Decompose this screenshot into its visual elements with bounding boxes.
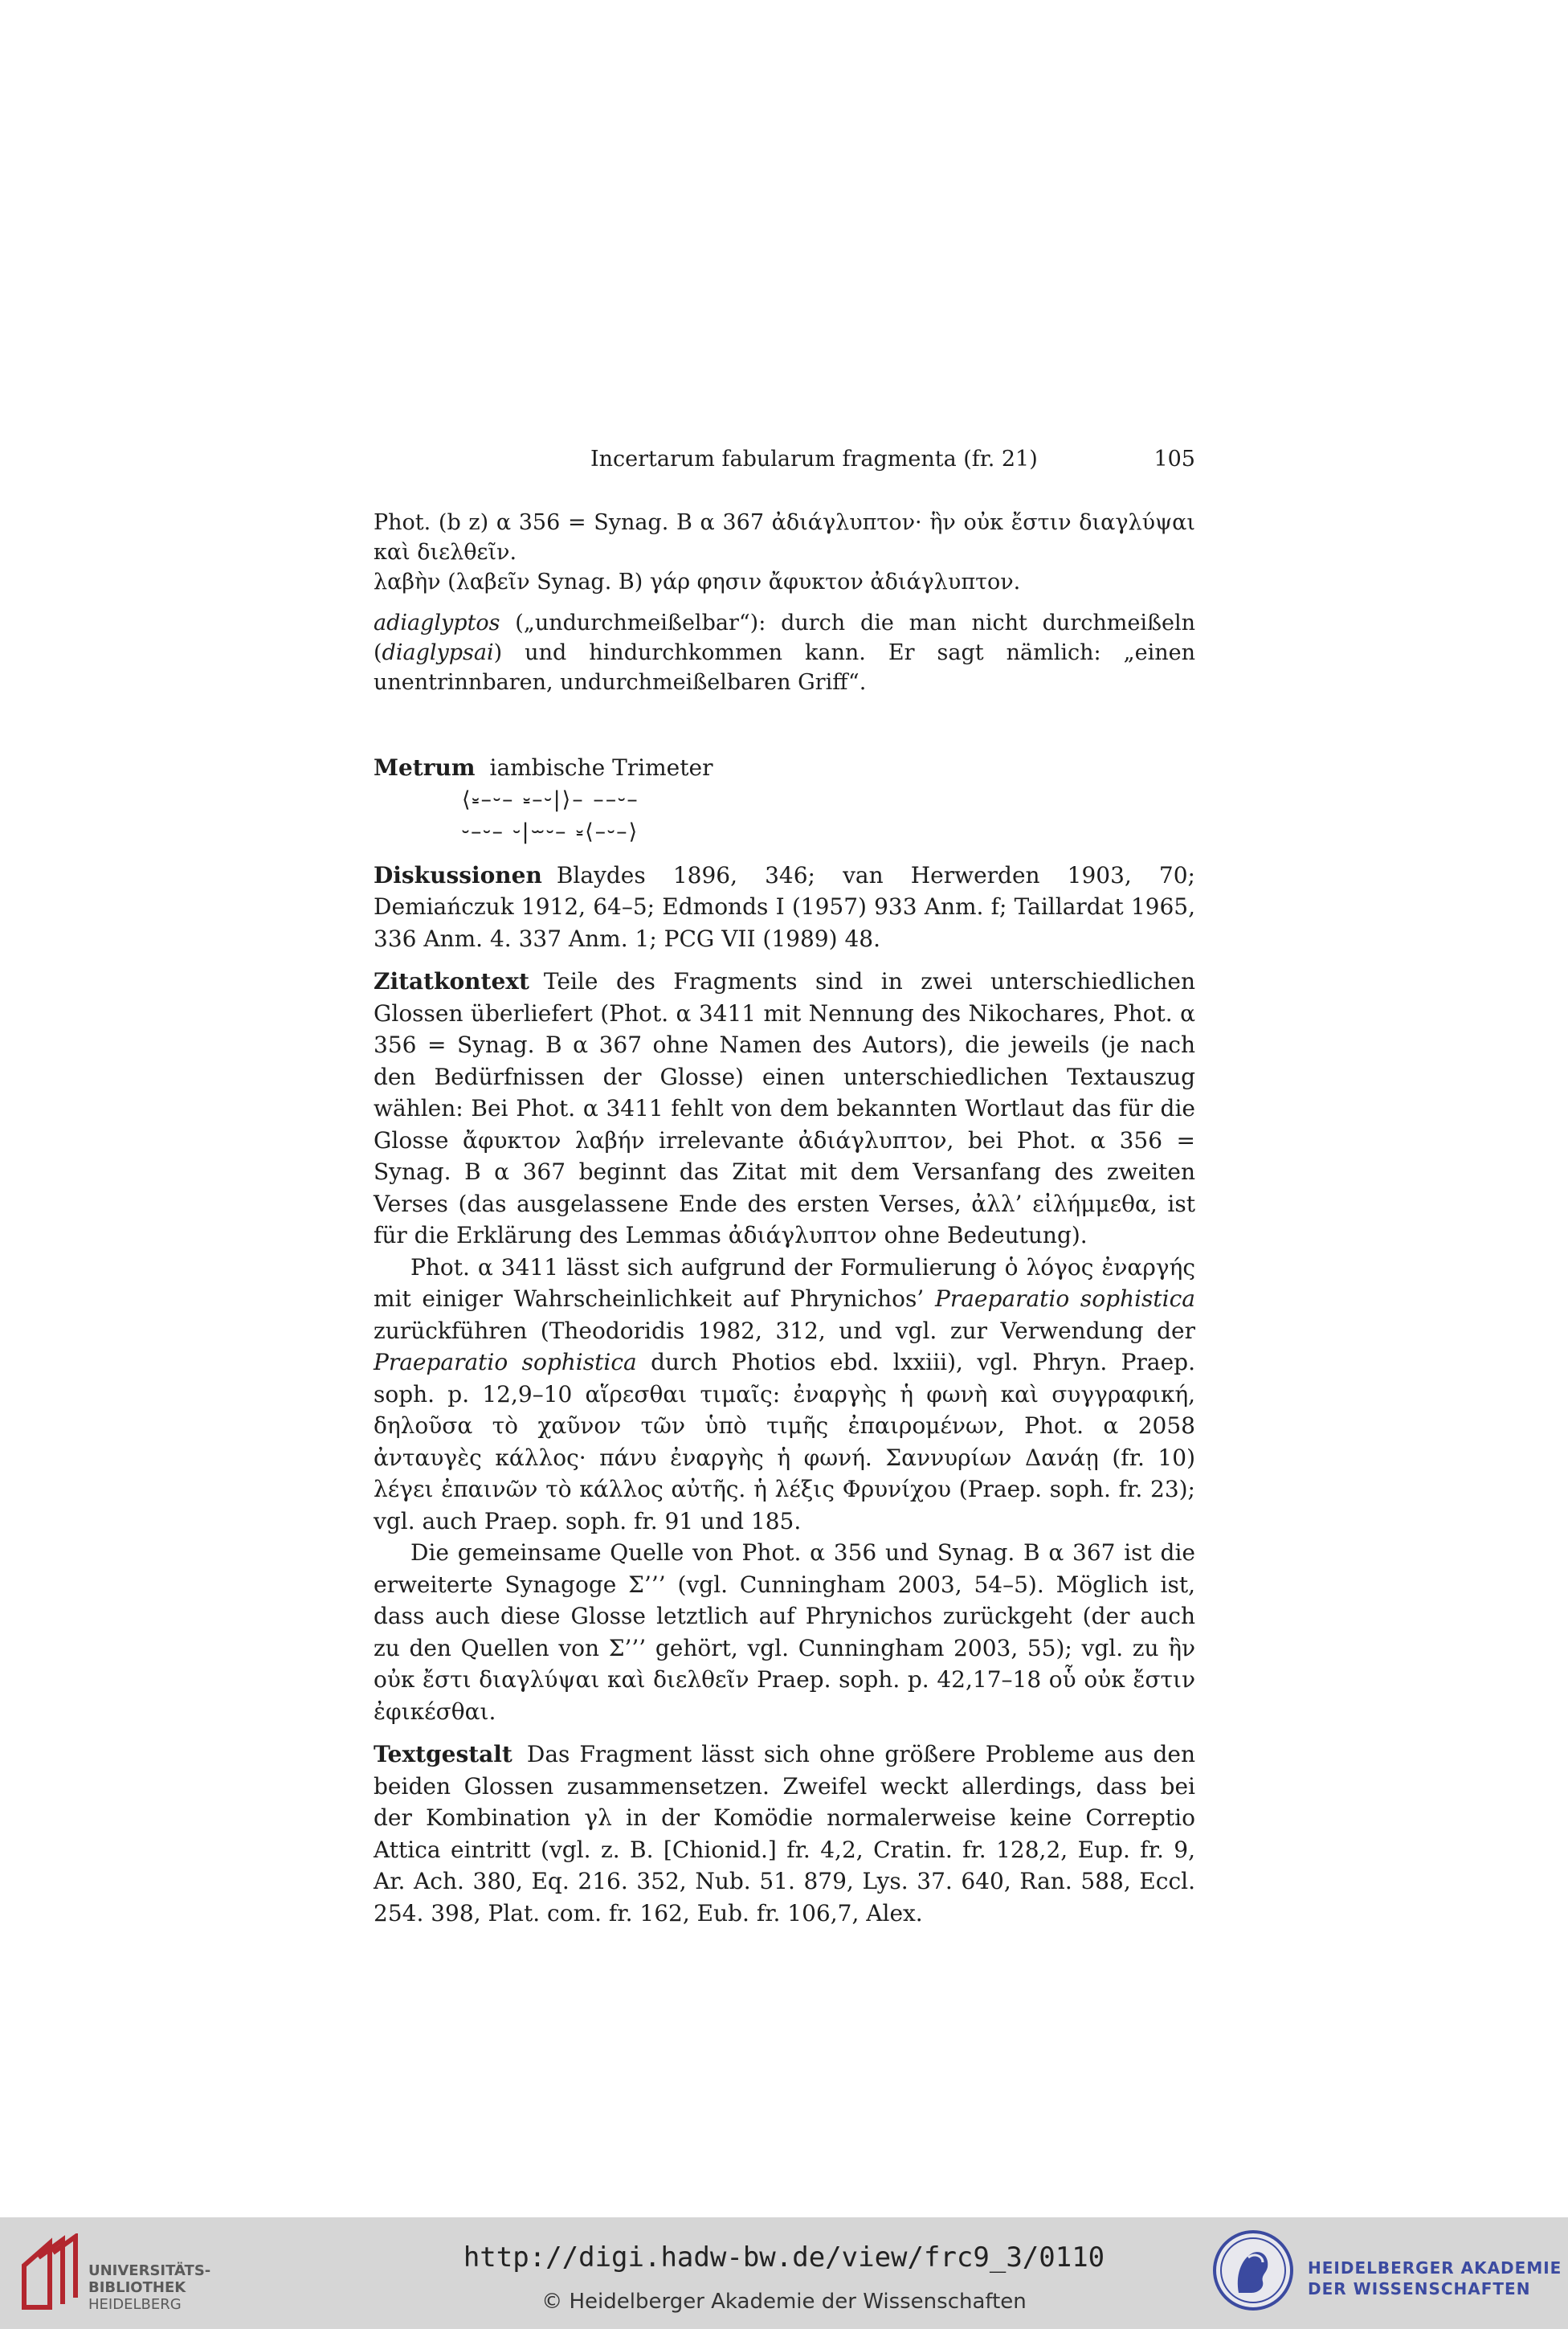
metrum-text: iambische Trimeter xyxy=(489,754,713,781)
translation-text-2: ) und hindurchkommen kann. Er sagt nämlich: „einen unentrinnbaren, undurchmeißelbaren Griff“. xyxy=(374,640,1195,695)
zitatkontext-para-1: Teile des Fragments sind in zwei unterschiedlichen Glossen überliefert (Phot. α 3411 mit Nennung des Nikochares, Phot. α 356 = Synag. B α 367 ohne Namen des Autors), die jeweils (je nach den Bedürfnissen der Glosse) einen unterschiedlichen Textauszug wählen: Bei Phot. α 3411 fehlt von dem bekannten Wortlaut das für die Glosse ἄφυκτον λαβήν irrelevante ἀδιάγλυπτον, bei Phot. α 356 = Synag. B α 367 beginnt das Zitat mit dem Versanfang des zweiten Verses (das ausgelassene Ende des ersten Verses, ἀλλ’ εἰλήμμεθα, ist für die Erklärung des Lemmas ἀδιάγλυπτον ohne Bedeutung). xyxy=(374,968,1195,1248)
zitatkontext-para-2: Phot. α 3411 lässt sich aufgrund der Formulierung ὁ λόγος ἐναργής mit einiger Wahrscheinlichkeit auf Phrynichos’ Praeparatio sophistica zurückführen (Theodoridis 1982, 312, und vgl. zur Verwendung der Praeparatio sophistica durch Photios ebd. lxxiii), vgl. Phryn. Praep. soph. p. 12,9–10 αἵρεσθαι τιμαῖς: ἐναργὴς ἡ φωνὴ καὶ συγγραφική, δηλοῦσα τὸ χαῦνον τῶν ὑπὸ τιμῆς ἐπαιρομένων, Phot. α 2058 ἀνταυγὲς κάλλος· πάνυ ἐναργὴς ἡ φωνή. Σαννυρίων Δανάῃ (fr. 10) λέγει ἐπαινῶν τὸ κάλλος αὐτῆς. ἡ λέξις Φρυνίχου (Praep. soph. fr. 23); vgl. auch Praep. soph. fr. 91 und 185. xyxy=(374,1253,1195,1534)
translation xyxy=(374,608,1195,697)
diskussionen-text: Blaydes 1896, 346; van Herwerden 1903, 70; Demiańczuk 1912, 64–5; Edmonds I (1957) 933 Anm. f; Taillardat 1965, 336 Anm. 4. 337 Anm. 1; PCG VII (1989) 48. xyxy=(374,861,1195,952)
zitatkontext-heading: Zitatkontext xyxy=(374,968,529,995)
zitatkontext-section xyxy=(374,966,1195,1727)
translation-term-2: diaglypsai xyxy=(382,640,494,665)
textgestalt-section xyxy=(374,1739,1195,1929)
footer-copyright: © Heidelberger Akademie der Wissenschaften xyxy=(541,2290,1027,2314)
metrum-heading: Metrum xyxy=(374,754,476,781)
footer-url-link[interactable]: http://digi.hadw-bw.de/view/frc9_3/0110 xyxy=(463,2241,1105,2274)
source-text xyxy=(374,508,1195,597)
metre-line-1: ⟨⏓–⏑– ⏓–⏑|⟩– ––⏑– xyxy=(462,787,639,812)
textgestalt-text: Das Fragment lässt sich ohne größere Probleme aus den beiden Glossen zusammensetzen. Zweifel weckt allerdings, dass bei der Kombination γλ in der Komödie normalerweise keine Correptio Attica eintritt (vgl. z. B. [Chionid.] fr. 4,2, Cratin. fr. 128,2, Eup. fr. 9, Ar. Ach. 380, Eq. 216. 352, Nub. 51. 879, Lys. 37. 640, Ran. 588, Eccl. 254. 398, Plat. com. fr. 162, Eub. fr. 106,7, Alex. xyxy=(374,1741,1195,1927)
running-title: Incertarum fabularum fragmenta (fr. 21) xyxy=(590,447,1038,472)
source-line-1: Phot. (b z) α 356 = Synag. B α 367 ἀδιάγλυπτον· ἣν οὐκ ἔστιν διαγλύψαι καὶ διελθεῖν. xyxy=(374,510,1195,565)
page-body xyxy=(374,508,1195,1940)
source-line-2: λαβὴν (λαβεῖν Synag. B) γάρ φησιν ἄφυκτον ἀδιάγλυπτον. xyxy=(374,570,1021,595)
zitatkontext-para-3: Die gemeinsame Quelle von Phot. α 356 und Synag. B α 367 ist die erweiterte Synagoge Σ’’’ (vgl. Cunningham 2003, 54–5). Möglich ist, dass auch diese Glosse letztlich auf Phrynichos zurückgeht (der auch zu den Quellen von Σ’’’ gehört, vgl. Cunningham 2003, 55); vgl. zu ἣν οὐκ ἔστι διαγλύψαι καὶ διελθεῖν Praep. soph. p. 42,17–18 οὗ οὐκ ἔστιν ἐφικέσθαι. xyxy=(374,1539,1195,1725)
hadw-logo-text: HEIDELBERGER AKADEMIE DER WISSENSCHAFTEN xyxy=(1308,2258,1562,2298)
textgestalt-heading: Textgestalt xyxy=(374,1741,512,1767)
page-header xyxy=(374,447,1195,479)
metrum-section xyxy=(374,752,1195,848)
hadw-seal-icon xyxy=(1211,2229,1295,2312)
hadw-logo[interactable] xyxy=(1211,2229,1562,2319)
page-number: 105 xyxy=(1154,447,1195,472)
metre-line-2: ⏑–⏑– ⏑|⏖⏑– ⏓⟨–⏑–⟩ xyxy=(462,819,639,844)
translation-term: adiaglyptos xyxy=(374,611,500,635)
footer-bar xyxy=(0,2217,1568,2329)
diskussionen-section xyxy=(374,860,1195,955)
ub-logo-text: UNIVERSITÄTS- BIBLIOTHEK HEIDELBERG xyxy=(88,2262,211,2313)
translation-text-1: („undurchmeißelbar“): durch die man nicht durchmeißeln ( xyxy=(374,611,1195,665)
diskussionen-heading: Diskussionen xyxy=(374,861,542,889)
